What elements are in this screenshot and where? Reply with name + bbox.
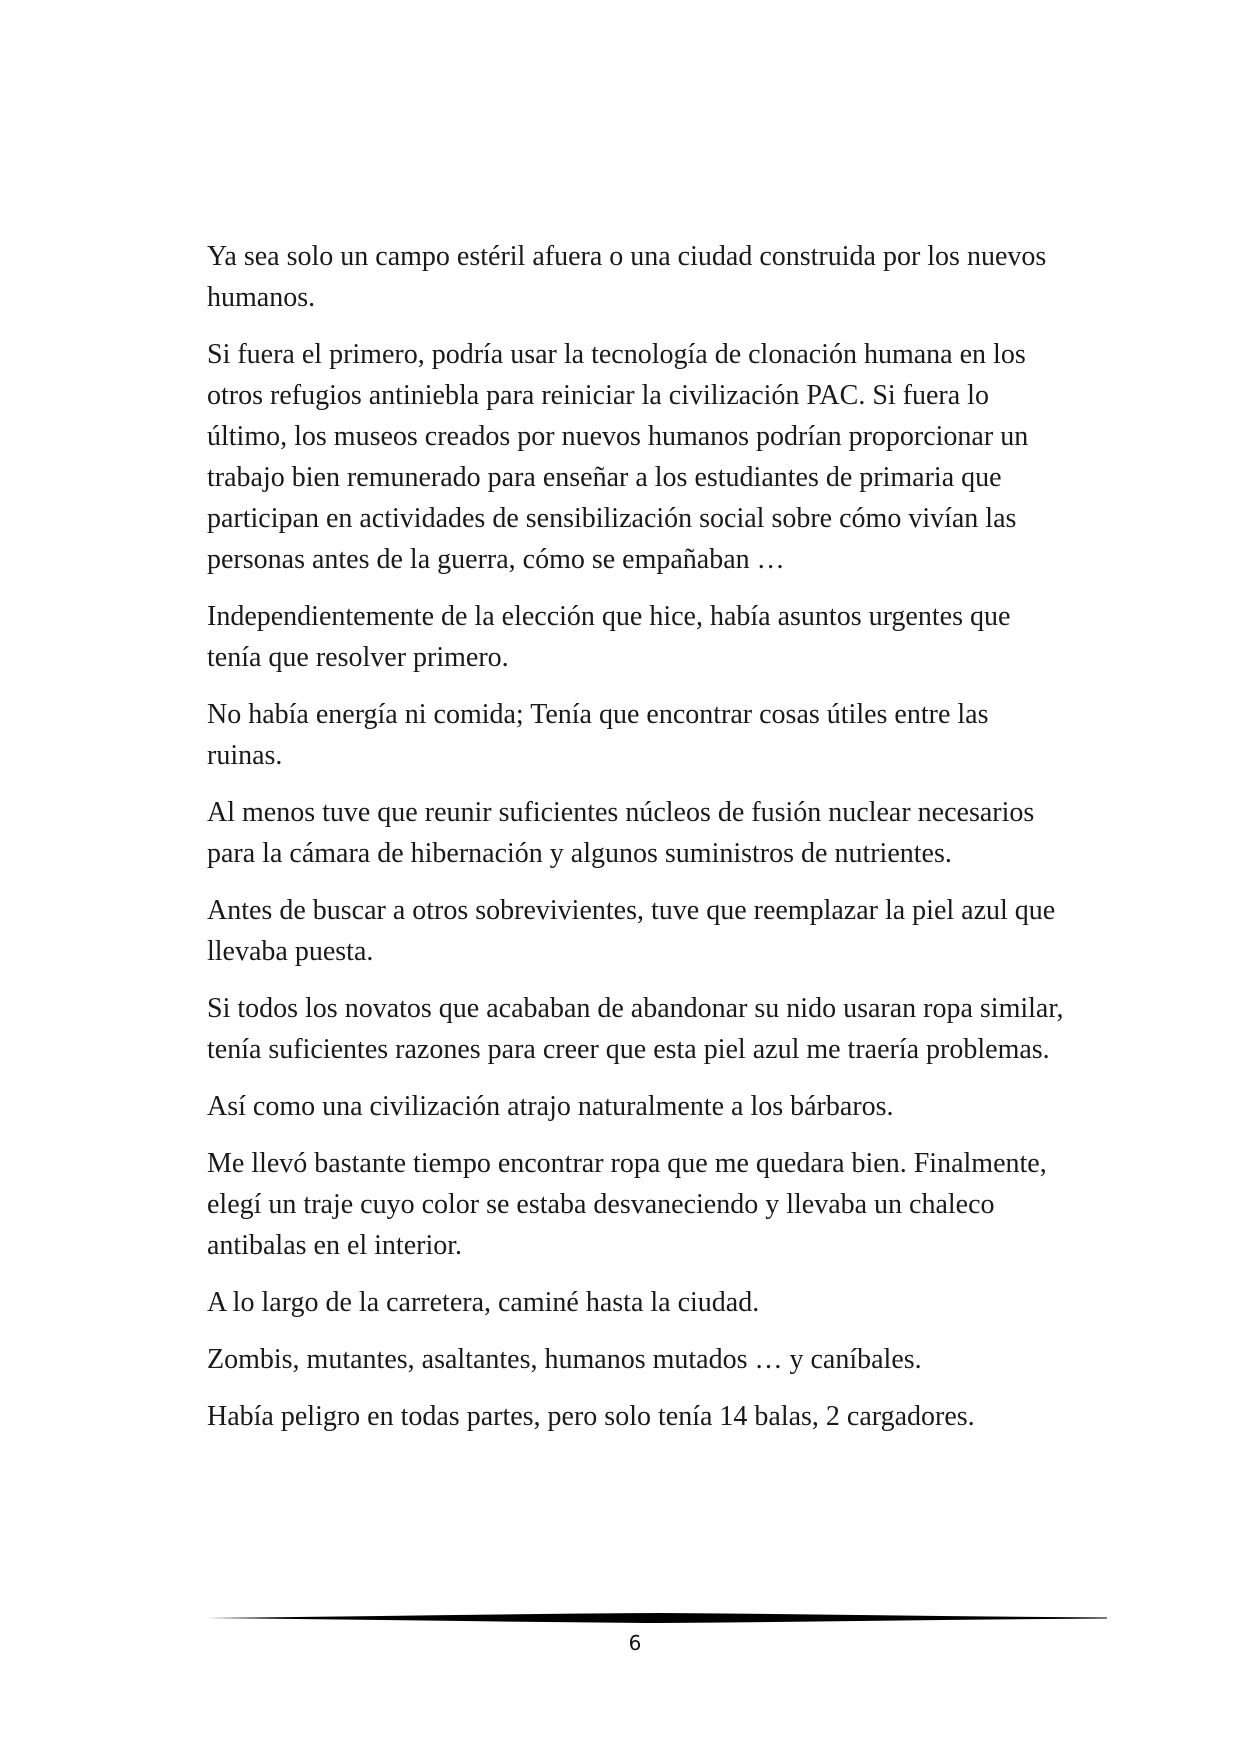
paragraph: Si fuera el primero, podría usar la tecnología de clonación humana en los otros refugios antiniebla para reiniciar la civilización PAC. Si fuera lo último, los museos creados por nuevos humanos podrían proporcionar un trabajo bien remunerado para enseñar a los estudiantes de primaria que participan en actividades de sensibilización social sobre cómo vivían las personas antes de la guerra, cómo se empañaban …	[207, 339, 1029, 575]
paragraph: Antes de buscar a otros sobrevivientes, tuve que reemplazar la piel azul que llevaba puesta.	[207, 895, 1056, 967]
page-number: 6	[628, 1631, 642, 1655]
paragraph: Zombis, mutantes, asaltantes, humanos mutados … y caníbales.	[207, 1344, 922, 1375]
paragraph: A lo largo de la carretera, caminé hasta la ciudad.	[207, 1287, 760, 1318]
paragraph: Así como una civilización atrajo naturalmente a los bárbaros.	[207, 1091, 894, 1122]
paragraph: Ya sea solo un campo estéril afuera o una ciudad construida por los nuevos humanos.	[207, 241, 1047, 313]
paragraph: Al menos tuve que reunir suficientes núcleos de fusión nuclear necesarios para la cámara de hibernación y algunos suministros de nutrientes.	[207, 797, 1035, 869]
paragraph: Me llevó bastante tiempo encontrar ropa que me quedara bien. Finalmente, elegí un traje cuyo color se estaba desvaneciendo y llevaba un chaleco antibalas en el interior.	[207, 1148, 1047, 1261]
footer-divider	[207, 1610, 1107, 1626]
paragraph: Independientemente de la elección que hice, había asuntos urgentes que tenía que resolver primero.	[207, 601, 1011, 673]
body-text	[207, 236, 1067, 1453]
paragraph: No había energía ni comida; Tenía que encontrar cosas útiles entre las ruinas.	[207, 699, 989, 771]
paragraph: Si todos los novatos que acababan de abandonar su nido usaran ropa similar, tenía suficientes razones para creer que esta piel azul me traería problemas.	[207, 993, 1064, 1065]
paragraph: Había peligro en todas partes, pero solo tenía 14 balas, 2 cargadores.	[207, 1401, 975, 1432]
